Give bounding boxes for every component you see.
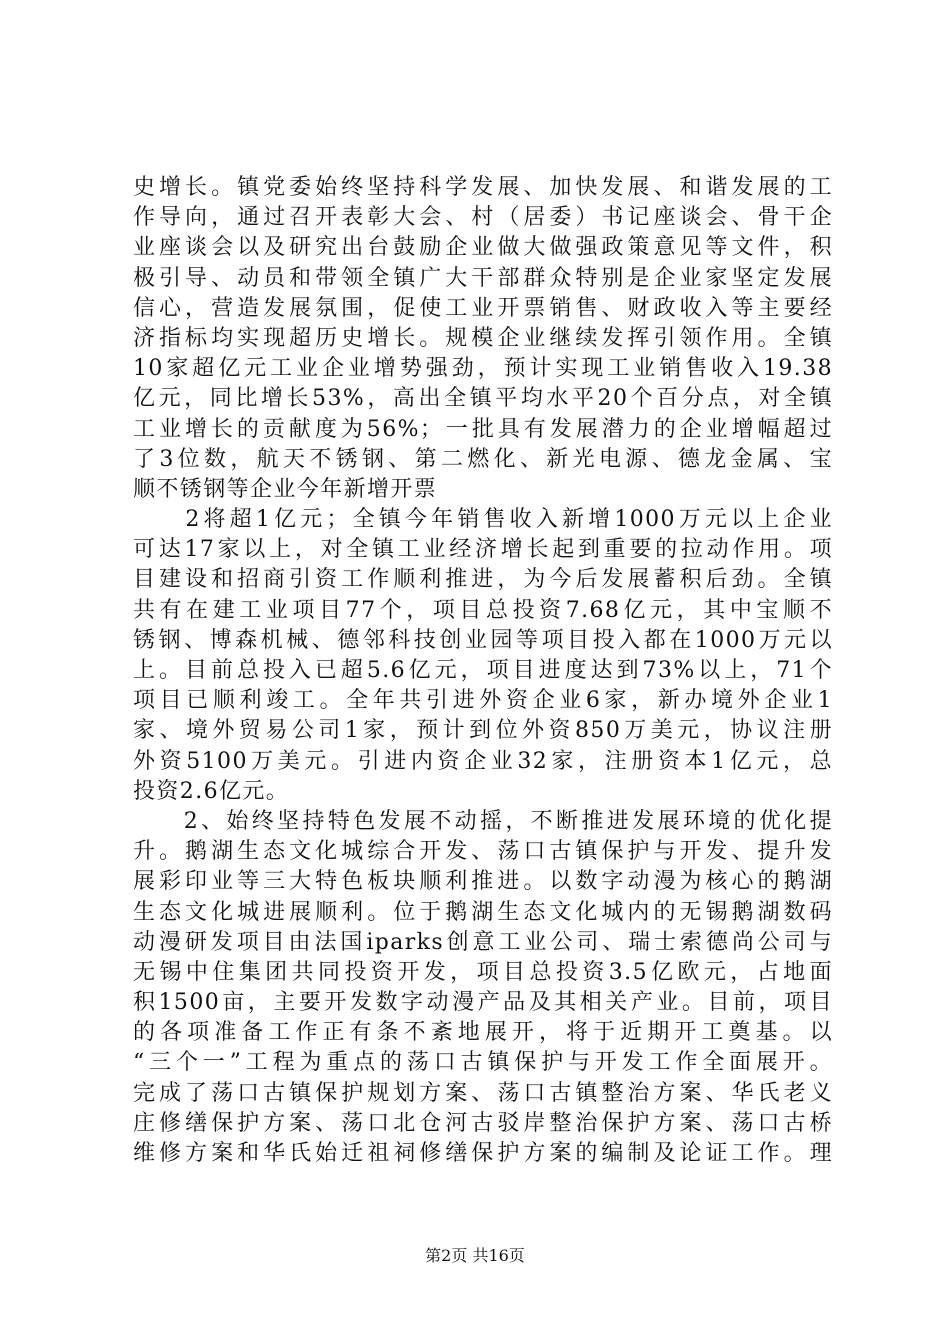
text-line: 2将超1亿元；全镇今年销售收入新增1000万元以上企业 xyxy=(133,507,833,533)
text-line: “三个一”工程为重点的荡口古镇保护与开发工作全面展开。 xyxy=(133,1050,833,1076)
text-line: 的各项准备工作正有条不紊地展开，将于近期开工奠基。以 xyxy=(133,1020,833,1046)
text-line: 10家超亿元工业企业增势强劲，预计实现工业销售收入19.38 xyxy=(133,356,833,382)
text-line: 上。目前总投入已超5.6亿元，项目进度达到73%以上，71个 xyxy=(133,658,833,683)
text-line: 作导向，通过召开表彰大会、村（居委）书记座谈会、骨干企 xyxy=(133,205,833,231)
text-line: 业座谈会以及研究出台鼓励企业做大做强政策意见等文件，积 xyxy=(133,235,833,261)
text-line: 信心，营造发展氛围，促使工业开票销售、财政收入等主要经 xyxy=(133,295,833,321)
text-line: 升。鹅湖生态文化城综合开发、荡口古镇保护与开发、提升发 xyxy=(133,839,833,865)
text-line: 维修方案和华氏始迁祖祠修缮保护方案的编制及论证工作。理 xyxy=(133,1141,833,1166)
text-line: 积1500亩，主要开发数字动漫产品及其相关产业。目前，项目 xyxy=(133,990,833,1016)
text-line: 项目已顺利竣工。全年共引进外资企业6家，新办境外企业1 xyxy=(133,688,833,714)
text-line: 工业增长的贡献度为56%；一批具有发展潜力的企业增幅超过 xyxy=(133,416,833,442)
text-line: 亿元，同比增长53%，高出全镇平均水平20个百分点，对全镇 xyxy=(133,386,833,412)
text-line: 2、始终坚持特色发展不动摇，不断推进发展环境的优化提 xyxy=(133,808,833,834)
text-line: 投资2.6亿元。 xyxy=(133,778,290,804)
text-line: 锈钢、博森机械、德邻科技创业园等项目投入都在1000万元以 xyxy=(133,627,833,653)
text-line: 无锡中住集团共同投资开发，项目总投资3.5亿欧元，占地面 xyxy=(133,959,833,985)
text-line: 顺不锈钢等企业今年新增开票 xyxy=(133,476,438,502)
text-line: 济指标均实现超历史增长。规模企业继续发挥引领作用。全镇 xyxy=(133,325,833,351)
text-line: 极引导、动员和带领全镇广大干部群众特别是企业家坚定发展 xyxy=(133,265,833,291)
text-line: 史增长。镇党委始终坚持科学发展、加快发展、和谐发展的工 xyxy=(133,175,833,200)
text-line: 目建设和招商引资工作顺利推进，为今后发展蓄积后劲。全镇 xyxy=(133,567,833,593)
text-line: 外资5100万美元。引进内资企业32家，注册资本1亿元，总 xyxy=(133,748,833,774)
page-number-footer: 第2页 共16页 xyxy=(425,1246,525,1265)
text-line: 动漫研发项目由法国iparks创意工业公司、瑞士索德尚公司与 xyxy=(133,929,833,955)
text-line: 展彩印业等三大特色板块顺利推进。以数字动漫为核心的鹅湖 xyxy=(133,869,833,895)
text-line: 了3位数，航天不锈钢、第二燃化、新光电源、德龙金属、宝 xyxy=(133,446,833,472)
text-line: 可达17家以上，对全镇工业经济增长起到重要的拉动作用。项 xyxy=(133,537,833,563)
text-line: 家、境外贸易公司1家，预计到位外资850万美元，协议注册 xyxy=(133,718,833,744)
text-line: 生态文化城进展顺利。位于鹅湖生态文化城内的无锡鹅湖数码 xyxy=(133,899,833,925)
text-line: 共有在建工业项目77个，项目总投资7.68亿元，其中宝顺不 xyxy=(133,597,833,623)
text-line: 庄修缮保护方案、荡口北仓河古驳岸整治保护方案、荡口古桥 xyxy=(133,1110,833,1136)
text-line: 完成了荡口古镇保护规划方案、荡口古镇整治方案、华氏老义 xyxy=(133,1080,833,1106)
body-text xyxy=(133,173,833,1169)
